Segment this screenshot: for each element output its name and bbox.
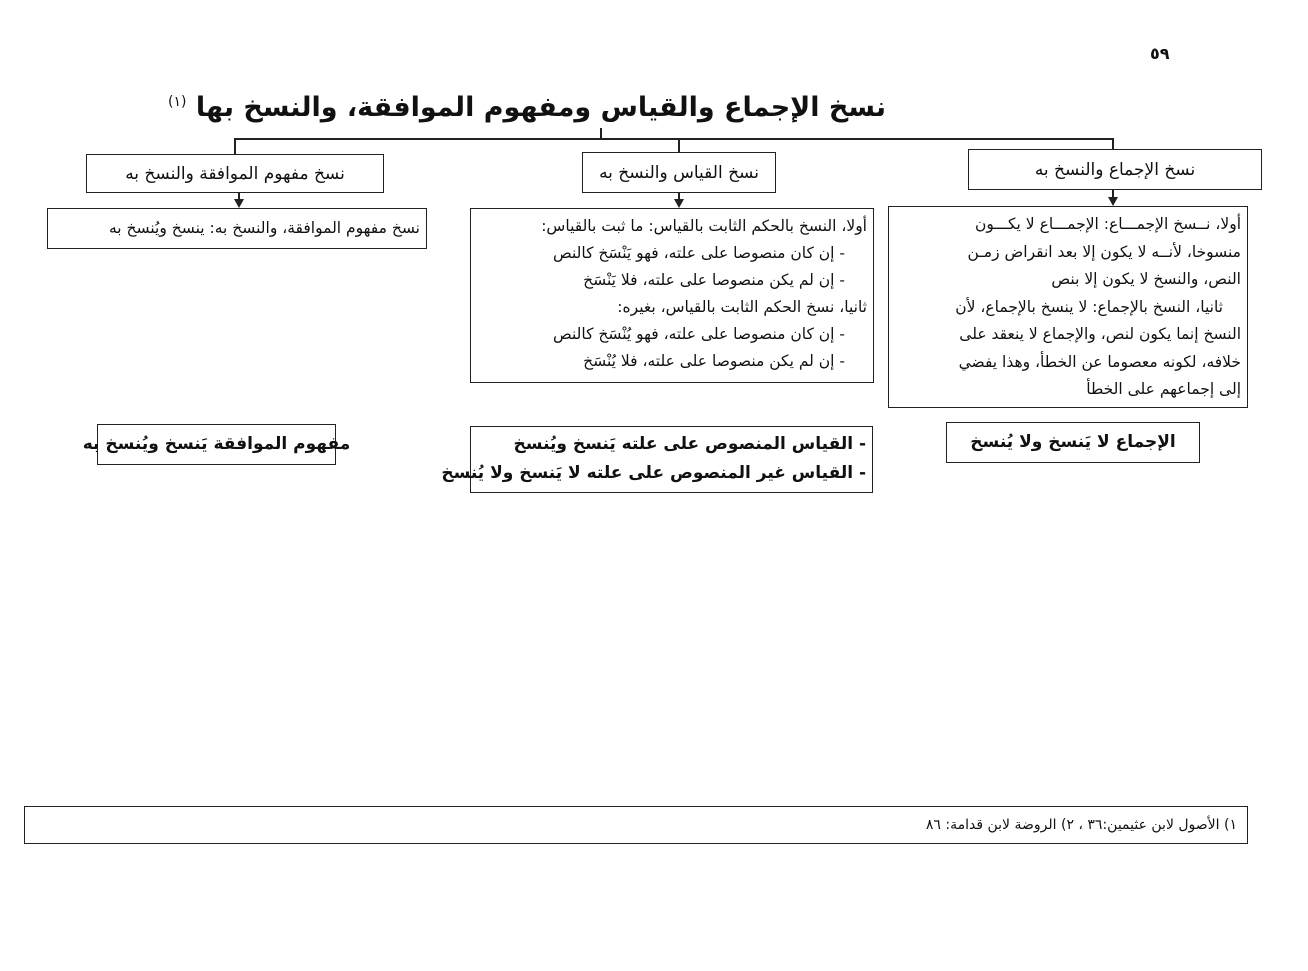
summary-ijma xyxy=(946,422,1200,463)
header-qiyas: نسخ القياس والنسخ به xyxy=(582,152,776,193)
footnote-text: ١) الأصول لابن عثيمين:٣٦ ، ٢) الروضة لابن قدامة: ٨٦ xyxy=(925,817,1237,833)
connector-horizontal xyxy=(234,138,1114,140)
footnote xyxy=(24,806,1248,844)
body-line: أولا، نــسخ الإجمـــاع: الإجمـــاع لا يكـــون xyxy=(974,215,1241,233)
header-mafhum: نسخ مفهوم الموافقة والنسخ به xyxy=(86,154,384,193)
body-line: خلافه، لكونه معصوما عن الخطأ، وهذا يفضي xyxy=(958,352,1241,371)
body-line: - إن كان منصوصا على علته، فهو يُنْسَخ كالنص xyxy=(552,325,845,343)
body-mafhum xyxy=(47,208,427,249)
summary-line: - القياس المنصوص على علته يَنسخ ويُنسخ xyxy=(513,434,866,454)
body-line: النسخ إنما يكون لنص، والإجماع لا ينعقد على xyxy=(959,325,1241,343)
body-line: أولا، النسخ بالحكم الثابت بالقياس: ما ثبت بالقياس: xyxy=(541,217,867,235)
summary-mafhum xyxy=(82,424,351,465)
body-qiyas xyxy=(470,208,874,383)
body-line: ثانيا، نسخ الحكم الثابت بالقياس، بغيره: xyxy=(617,298,867,316)
title-text: نسخ الإجماع والقياس ومفهوم الموافقة، والنسخ بها xyxy=(195,92,886,123)
body-line: نسخ مفهوم الموافقة، والنسخ به: ينسخ ويُنسخ به xyxy=(108,218,420,237)
body-line: منسوخا، لأنــه لا يكون إلا بعد انقراض زمـن xyxy=(967,242,1241,261)
summary-line: - القياس غير المنصوص على علته لا يَنسخ ولا يُنسخ xyxy=(441,463,866,483)
body-line: - إن لم يكن منصوصا على علته، فلا يُنْسَخ xyxy=(583,352,845,370)
summary-qiyas xyxy=(441,426,873,493)
arrow-down-icon xyxy=(1108,197,1118,206)
arrow-down-icon xyxy=(234,199,244,208)
connector-to-title xyxy=(600,128,602,139)
summary-line: الإجماع لا يَنسخ ولا يُنسخ xyxy=(970,431,1176,452)
body-line: - إن لم يكن منصوصا على علته، فلا يَنْسَخ xyxy=(583,271,845,289)
arrow-down-icon xyxy=(674,199,684,208)
body-line: - إن كان منصوصا على علته، فهو يَنْسَخ كالنص xyxy=(552,244,845,262)
body-ijma xyxy=(888,206,1248,408)
body-line: ثانيا، النسخ بالإجماع: لا ينسخ بالإجماع، لأن xyxy=(955,297,1223,316)
summary-line: مفهوم الموافقة يَنسخ ويُنسخ به xyxy=(82,433,351,454)
header-ijma: نسخ الإجماع والنسخ به xyxy=(968,149,1262,190)
body-line: إلى إجماعهم على الخطأ xyxy=(1086,380,1241,398)
body-line: النص، والنسخ لا يكون إلا بنص xyxy=(1051,270,1241,288)
page-number: ٥٩ xyxy=(1150,44,1170,63)
connector-left xyxy=(234,138,236,154)
page-title xyxy=(168,92,886,123)
title-footnote-ref: (١) xyxy=(168,94,187,110)
connector-middle xyxy=(678,138,680,152)
